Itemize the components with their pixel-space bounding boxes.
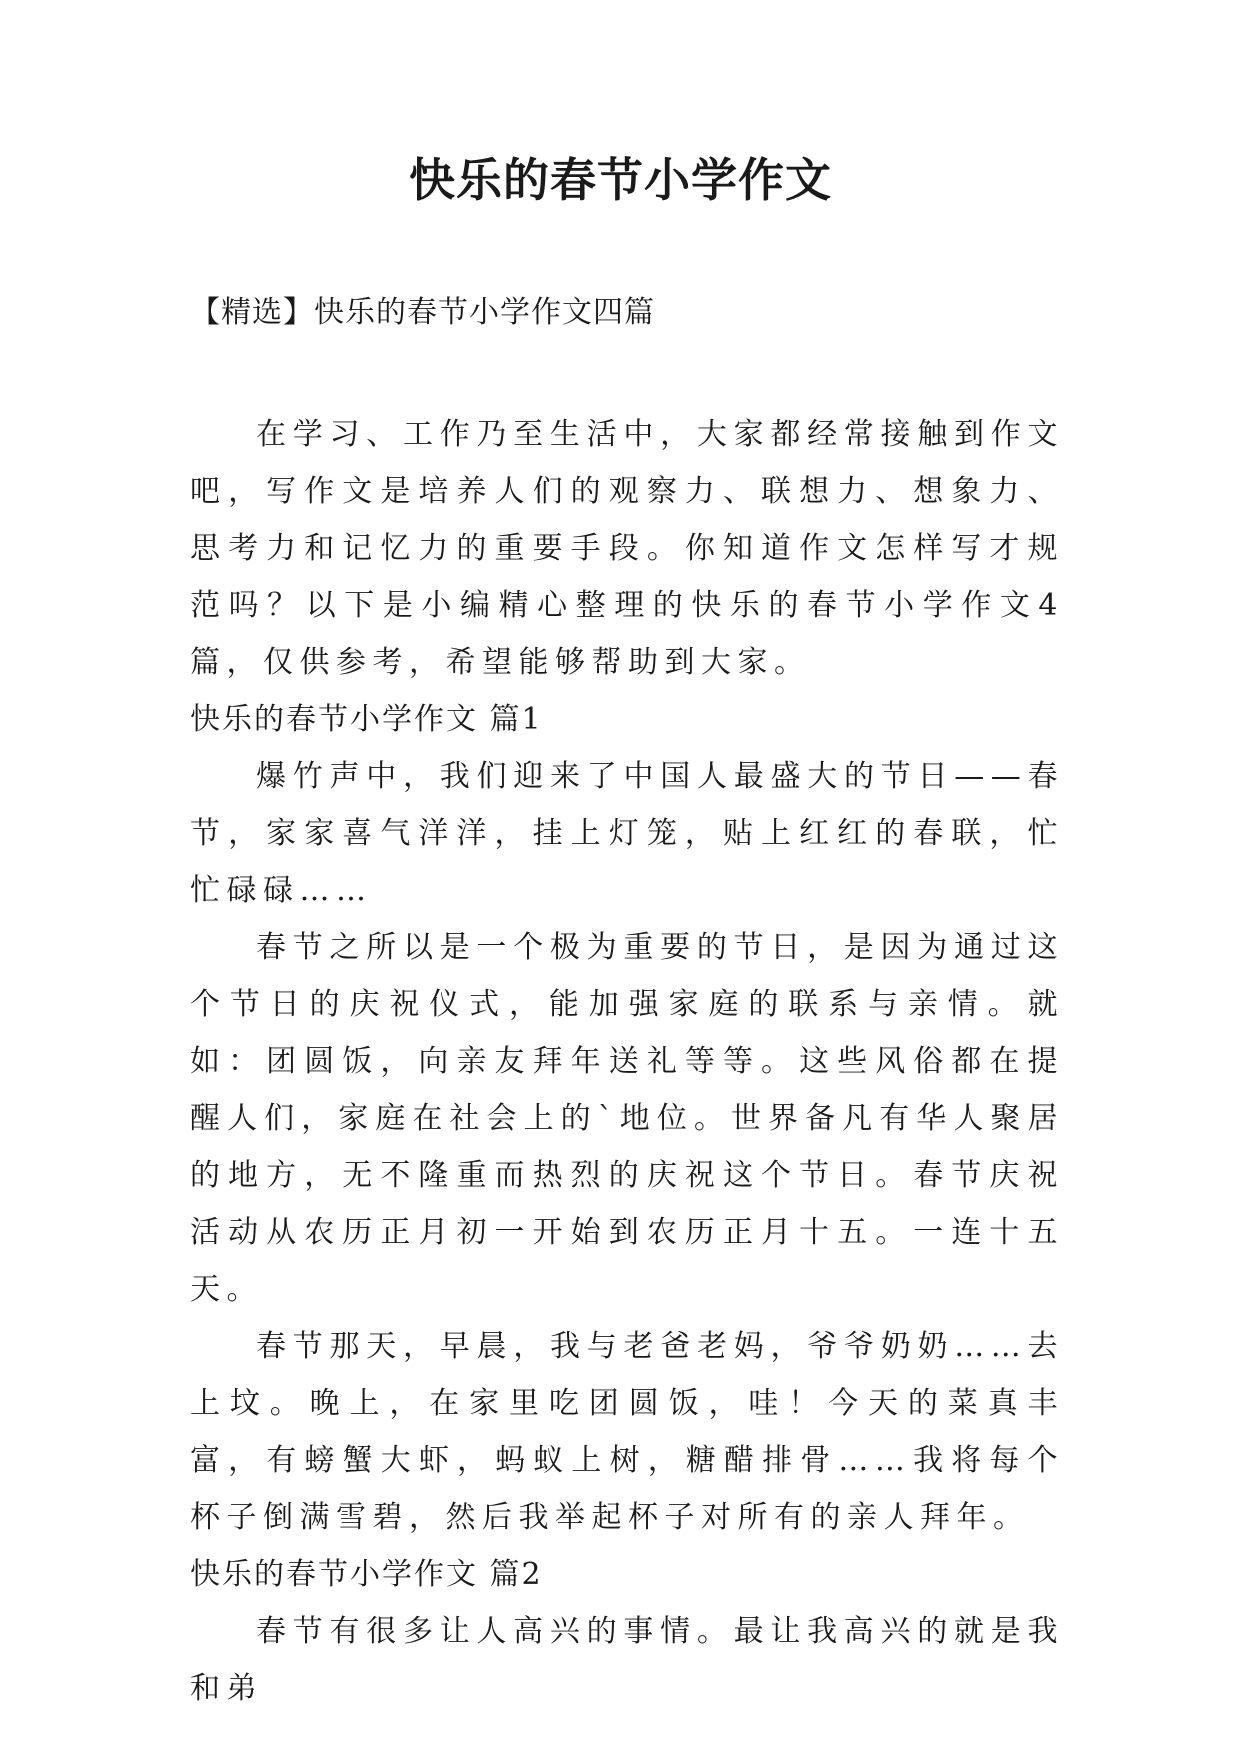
document-body [190,406,1064,1717]
document-subtitle: 【精选】快乐的春节小学作文四篇 [190,295,655,330]
section-heading-2: 快乐的春节小学作文 篇2 [190,1557,543,1592]
section1-paragraph-2: 春节之所以是一个极为重要的节日，是因为通过这个节日的庆祝仪式，能加强家庭的联系与亲情。就如：团圆饭，向亲友拜年送礼等等。这些风俗都在提醒人们，家庭在社会上的`地位。世界备凡有华人聚居的地方，无不隆重而热烈的庆祝这个节日。春节庆祝活动从农历正月初一开始到农历正月十五。一连十五天。 [190,930,1064,1307]
section-heading-1: 快乐的春节小学作文 篇1 [190,702,543,737]
section1-paragraph-3: 春节那天，早晨，我与老爸老妈，爷爷奶奶……去上坟。晚上，在家里吃团圆饭，哇！今天的菜真丰富，有螃蟹大虾，蚂蚁上树，糖醋排骨……我将每个杯子倒满雪碧，然后我举起杯子对所有的亲人拜年。 [190,1329,1064,1535]
section1-paragraph-1: 爆竹声中，我们迎来了中国人最盛大的节日——春节，家家喜气洋洋，挂上灯笼，贴上红红的春联，忙忙碌碌…… [190,759,1064,908]
document-title: 快乐的春节小学作文 [409,153,832,207]
section2-paragraph-1: 春节有很多让人高兴的事情。最让我高兴的就是我和弟 [190,1614,1064,1706]
intro-paragraph: 在学习、工作乃至生活中，大家都经常接触到作文吧，写作文是培养人们的观察力、联想力、想象力、思考力和记忆力的重要手段。你知道作文怎样写才规范吗？以下是小编精心整理的快乐的春节小学作文4篇，仅供参考，希望能够帮助到大家。 [190,417,1064,680]
